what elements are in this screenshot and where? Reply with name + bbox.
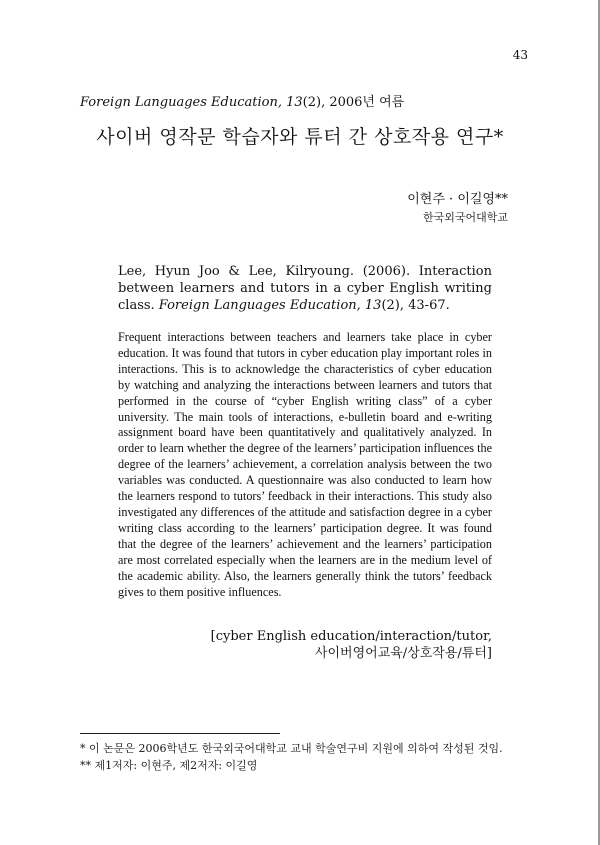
citation-text: Lee, Hyun Joo & Lee, Kilryoung. (2006). Interaction between learners and tutors in a cyber English writing class. bbox=[118, 264, 492, 313]
keywords-line-1: [cyber English education/interaction/tutor, bbox=[210, 629, 492, 644]
abstract: Frequent interactions between teachers and learners take place in cyber education. It was found that tutors in cyber education play important roles in interactions. This is to acknowledge the characteristics of cyber education by watching and analyzing the interactions between learners and tutors that performed in the course of “cyber English writing class” of a cyber university. The main tools of interactions, e-bulletin board and e-writing assignment board have been quantitatively and qualitatively analyzed. In order to learn whether the degree of the learners’ participation influences the degree of the learners’ achievement, a correlation analysis between the two variables was conducted. A questionnaire was also conducted to learn how the learners respond to tutors’ feedback in their interactions. This study also investigated any differences of the attitude and satisfaction degree in a cyber writing class according to the learners’ participation degree. It was found that the degree of the learners’ achievement and the learners’ participation are most correlated especially when the learners are in the medium level of the academic ability. Also, the learners generally think the tutors’ feedback gives to them positive influences. bbox=[118, 330, 492, 599]
keywords bbox=[211, 628, 492, 662]
citation bbox=[118, 263, 492, 314]
footnote-1: * 이 논문은 2006학년도 한국외국어대학교 교내 학술연구비 지원에 의하여 작성된 것임. bbox=[80, 742, 503, 755]
journal-header bbox=[80, 91, 404, 110]
footnote-divider bbox=[80, 733, 280, 734]
journal-name: Foreign Languages Education, 13 bbox=[80, 95, 303, 110]
paper-title: 사이버 영작문 학습자와 튜터 간 상호작용 연구* bbox=[96, 126, 504, 148]
citation-journal: Foreign Languages Education, 13 bbox=[158, 298, 382, 313]
page-number: 43 bbox=[512, 48, 528, 62]
journal-issue: (2), 2006년 여름 bbox=[302, 95, 405, 110]
authors: 이현주 · 이길영** bbox=[407, 192, 508, 207]
keywords-line-2: 사이버영어교육/상호작용/튜터] bbox=[314, 646, 492, 661]
affiliation: 한국외국어대학교 bbox=[422, 211, 508, 224]
citation-pages: (2), 43-67. bbox=[381, 298, 450, 313]
footnote-2: ** 제1저자: 이현주, 제2저자: 이길영 bbox=[80, 759, 258, 772]
